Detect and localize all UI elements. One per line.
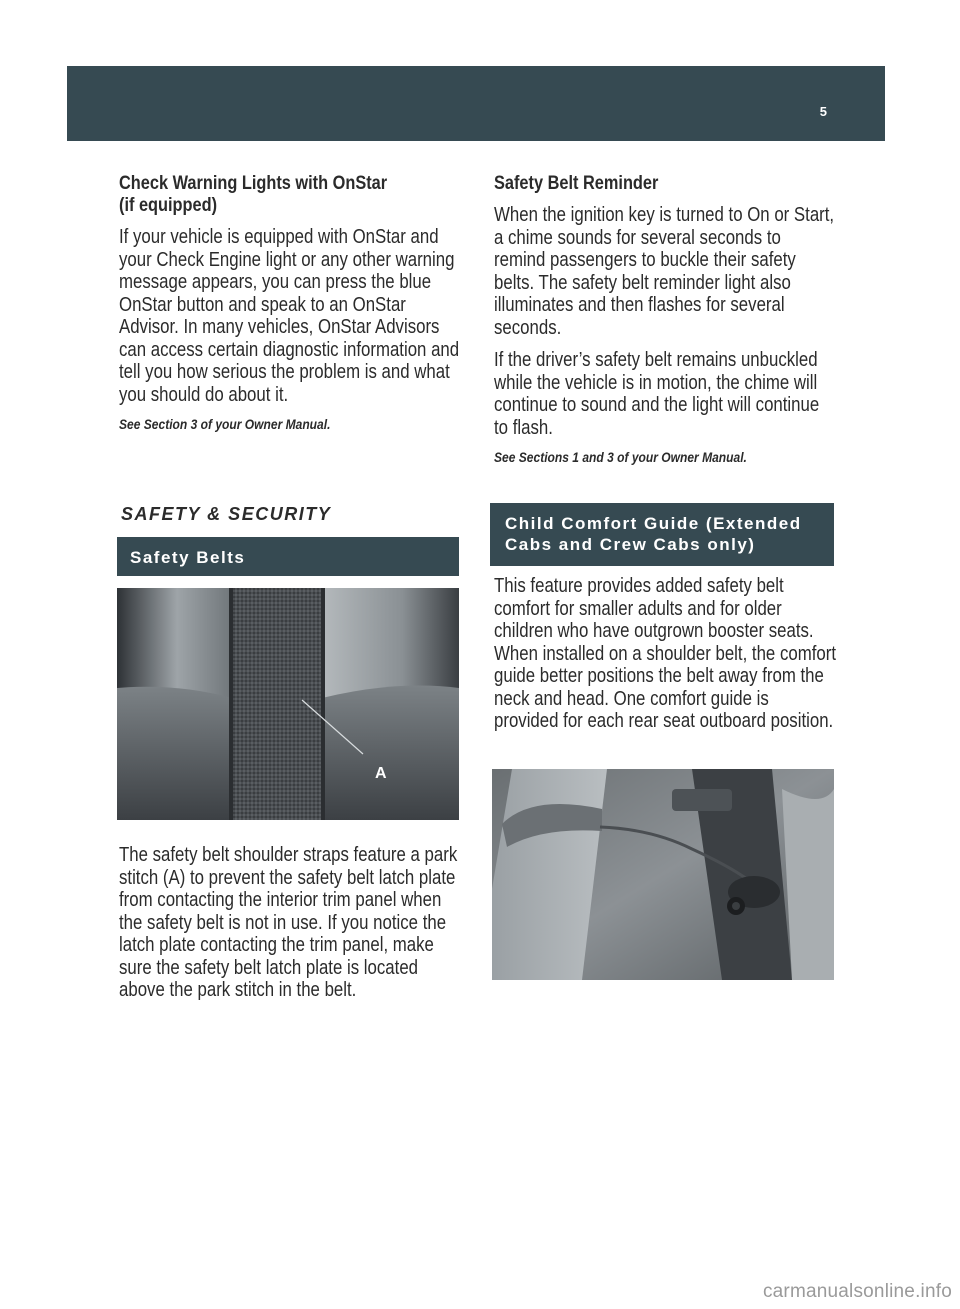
- check-warning-section: [119, 173, 461, 432]
- comfort-guide-text: [494, 575, 836, 733]
- belt-reminder-body-2: If the driver’s safety belt remains unbuckled while the vehicle is in motion, the chime will continue to sound and the light will continue to flash.: [494, 348, 820, 439]
- check-warning-title: Check Warning Lights with OnStar (if equipped): [119, 173, 388, 216]
- belt-reminder-body-1: When the ignition key is turned to On or Start, a chime sounds for several seconds to remind passengers to buckle their safety belts. The safety belt reminder light also illuminates and then flashes for several seconds.: [494, 203, 835, 339]
- safety-belts-text: [119, 844, 461, 1002]
- comfort-guide-illustration: [492, 769, 834, 980]
- safety-belts-body: The safety belt shoulder straps feature a park stitch (A) to prevent the safety belt latch plate from contacting the interior trim panel when the safety belt is not in use. If you notice the latch plate contacting the trim panel, make sure the safety belt latch plate is located above the park stitch in the belt.: [119, 843, 458, 1001]
- check-warning-reference: See Section 3 of your Owner Manual.: [119, 416, 331, 432]
- safety-belt-photo: [117, 588, 459, 820]
- safety-belts-banner-label: Safety Belts: [130, 548, 246, 567]
- belt-reminder-title: Safety Belt Reminder: [494, 173, 659, 194]
- footer-watermark: carmanualsonline.info: [762, 1281, 952, 1302]
- page-number: 5: [819, 104, 827, 119]
- comfort-guide-banner-line1: Child Comfort Guide (Extended: [505, 514, 802, 533]
- comfort-guide-banner-line2: Cabs and Crew Cabs only): [505, 535, 756, 554]
- belt-reminder-section: [494, 173, 836, 465]
- check-warning-body: If your vehicle is equipped with OnStar and your Check Engine light or any other warning message appears, you can press the blue OnStar button and speak to an OnStar Advisor. In many vehicles, OnStar Advisors can access certain diagnostic information and tell you how serious the problem is and what you should do about it.: [119, 225, 460, 406]
- comfort-guide-photo: [492, 769, 834, 980]
- comfort-guide-banner: [490, 503, 834, 566]
- callout-label: A: [375, 765, 387, 782]
- comfort-guide-body: This feature provides added safety belt comfort for smaller adults and for older children who have outgrown booster seats. When installed on a shoulder belt, the comfort guide better positions the belt away from the neck and head. One comfort guide is provided for each rear seat outboard position.: [494, 574, 837, 732]
- safety-security-heading: SAFETY & SECURITY: [121, 504, 332, 524]
- safety-belt-illustration: [117, 588, 459, 820]
- header-bar: [67, 66, 885, 141]
- belt-reminder-reference: See Sections 1 and 3 of your Owner Manual.: [494, 449, 747, 465]
- safety-belts-banner: [117, 537, 459, 576]
